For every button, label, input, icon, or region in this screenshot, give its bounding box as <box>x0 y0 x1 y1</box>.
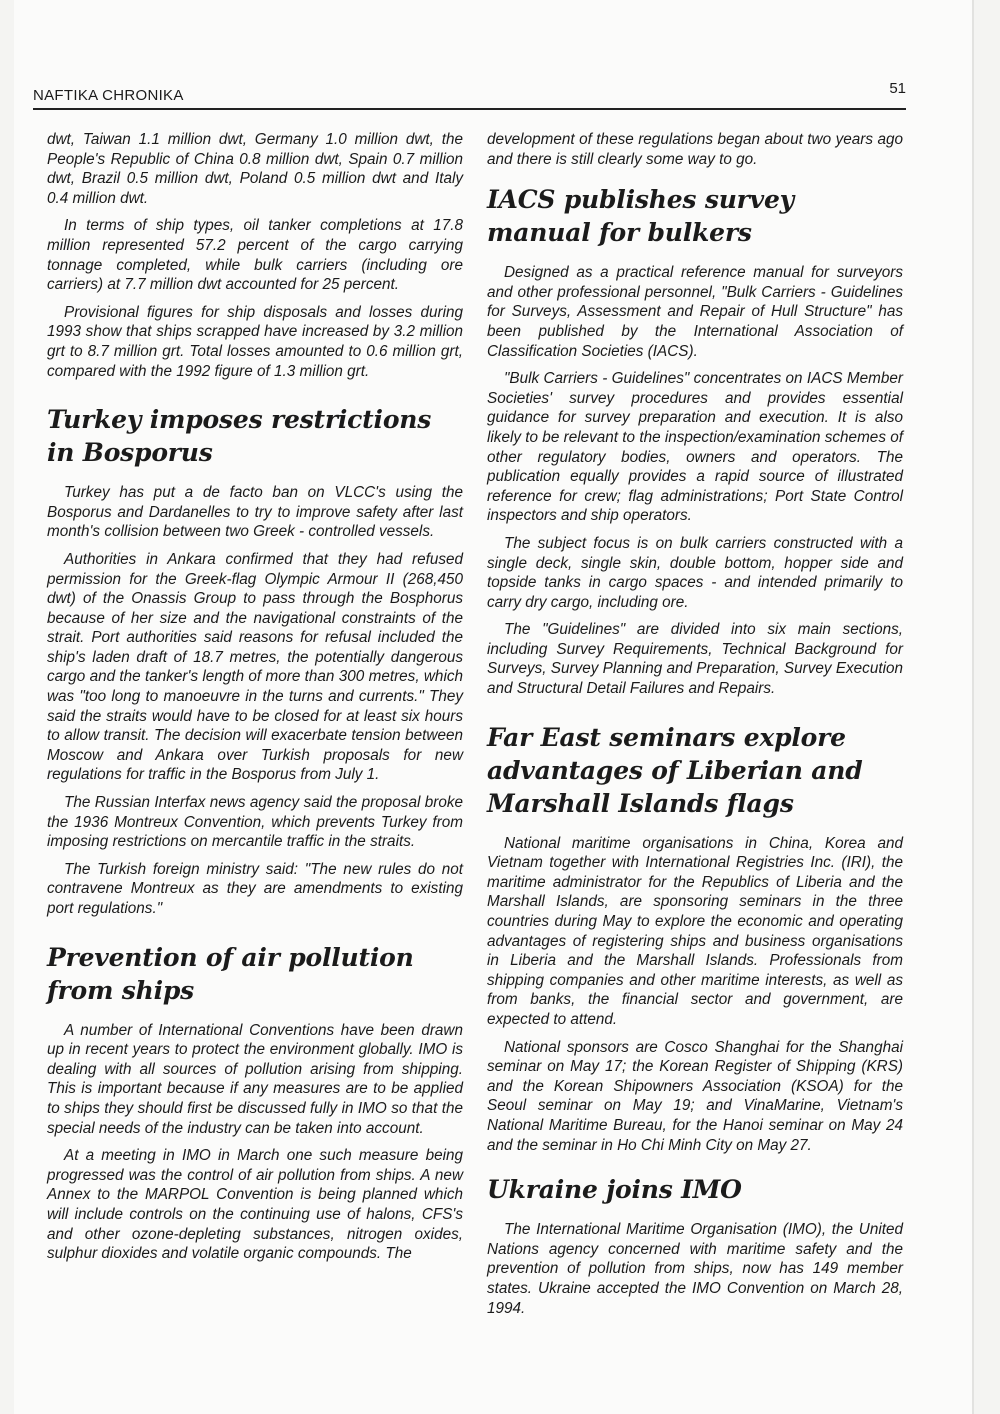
article-paragraph: The Turkish foreign ministry said: "The new rules do not contravene Montreux as they are amendments to existing port regulations." <box>47 860 463 917</box>
page-number: 51 <box>889 80 906 97</box>
article-paragraph: The International Maritime Organisation (IMO), the United Nations agency concerned with maritime safety and the prevention of pollution from ships, now has 149 member states. Ukraine accepted the IMO Convention on March 28, 1994. <box>487 1221 903 1317</box>
article-paragraph: Designed as a practical reference manual for surveyors and other professional personnel, "Bulk Carriers - Guidelines for Surveys, Assessment and Repair of Hull Structure" has been published by the International Association of Classification Societies (IACS). <box>487 264 903 360</box>
left-column <box>47 130 463 1272</box>
journal-name: NAFTIKA CHRONIKA <box>33 87 184 104</box>
header-rule <box>33 108 906 110</box>
article-paragraph: The Russian Interfax news agency said the proposal broke the 1936 Montreux Convention, which prevents Turkey from imposing restrictions on mercantile traffic in the straits. <box>47 794 463 851</box>
article-paragraph: dwt, Taiwan 1.1 million dwt, Germany 1.0 million dwt, the People's Republic of China 0.8 million dwt, Spain 0.7 million dwt, Brazil 0.5 million dwt, Poland 0.5 million dwt and Italy 0.4 million dwt. <box>47 131 463 207</box>
article-paragraph: At a meeting in IMO in March one such measure being progressed was the control of air pollution from ships. A new Annex to the MARPOL Convention is being planned which will include controls on the continuing use of halons, CFS's and other ozone-depleting substances, nitrogen oxides, sulphur dioxides and volatile organic compounds. The <box>47 1147 463 1263</box>
article-paragraph: development of these regulations began about two years ago and there is still clearly some way to go. <box>487 131 903 168</box>
article-paragraph: Turkey has put a de facto ban on VLCC's using the Bosporus and Dardanelles to try to improve safety after last month's collision between two Greek - controlled vessels. <box>47 484 463 541</box>
article-paragraph: The subject focus is on bulk carriers constructed with a single deck, single skin, double bottom, hopper side and topside tanks in cargo spaces - and intended primarily to carry dry cargo, including ore. <box>487 534 903 611</box>
running-header <box>33 80 906 110</box>
article-heading-far-east: Far East seminars explore advantages of Liberian and Marshall Islands flags <box>487 722 863 818</box>
article-heading-iacs: IACS publishes survey manual for bulkers <box>487 185 794 248</box>
article-heading-ukraine: Ukraine joins IMO <box>487 1175 742 1205</box>
article-paragraph: "Bulk Carriers - Guidelines" concentrates on IACS Member Societies' survey procedures and provides essential guidance for survey preparation and execution. It is also likely to be relevant to the inspection/examination schemes of other regulatory bodies, owners and operators. The publication equally provides a rapid source of illustrated reference for crew; flag administrations; Port State Control inspectors and ship operators. <box>487 370 903 525</box>
article-paragraph: A number of International Conventions have been drawn up in recent years to protect the environment globally. IMO is dealing with all sources of pollution arising from shipping. This is important because if any measures are to be applied to ships they should first be discussed fully in IMO so that the special needs of the industry can be taken into account. <box>47 1021 463 1137</box>
article-paragraph: National maritime organisations in China, Korea and Vietnam together with International Registries Inc. (IRI), the maritime administrator for the Republics of Liberia and the Marshall Islands, are sponsoring seminars in the three countries during May to explore the economic and operating advantages of registering ships and business organisations in Liberia and the Marshall Islands. Professionals from shipping companies and other maritime interests, as well as from banks, the financial sector and government, are expected to attend. <box>487 834 903 1028</box>
article-paragraph: The "Guidelines" are divided into six main sections, including Survey Requirements, Technical Background for Surveys, Survey Planning and Preparation, Survey Execution and Structural Detail Failures and Repairs. <box>487 621 903 698</box>
article-heading-turkey: Turkey imposes restrictions in Bosporus <box>47 405 432 468</box>
article-paragraph: Provisional figures for ship disposals and losses during 1993 show that ships scrapped have increased by 3.2 million grt to 8.7 million grt. Total losses amounted to 0.6 million grt, compared with the 1992 figure of 1.3 million grt. <box>47 303 463 380</box>
article-heading-air-pollution: Prevention of air pollution from ships <box>47 942 414 1005</box>
article-paragraph: In terms of ship types, oil tanker completions at 17.8 million represented 57.2 percent of the cargo carrying tonnage completed, while bulk carriers (including ore carriers) at 7.7 million dwt accounted for 25 percent. <box>47 217 463 294</box>
article-paragraph: National sponsors are Cosco Shanghai for the Shanghai seminar on May 17; the Korean Register of Shipping (KRS) and the Korean Shipowners Association (KSOA) for the Seoul seminar on May 19; and VinaMarine, Vietnam's National Maritime Bureau, for the Hanoi seminar on May 24 and the seminar in Ho Chi Minh City on May 27. <box>487 1038 903 1154</box>
right-column <box>487 130 903 1326</box>
article-paragraph: Authorities in Ankara confirmed that they had refused permission for the Greek-flag Olympic Armour II (268,450 dwt) of the Onassis Group to pass through the Bosphorus because of her size and the navigational constraints of the strait. Port authorities said reasons for refusal included the ship's laden draft of 18.7 metres, the potentially dangerous cargo and the tanker's length of more than 300 metres, which was "too long to manoeuvre in the turns and currents." They said the straits would have to be closed for at least six hours to allow transit. The decision will exacerbate tension between Moscow and Ankara over Turkish proposals for new regulations for traffic in the Bosporus from July 1. <box>47 550 463 784</box>
